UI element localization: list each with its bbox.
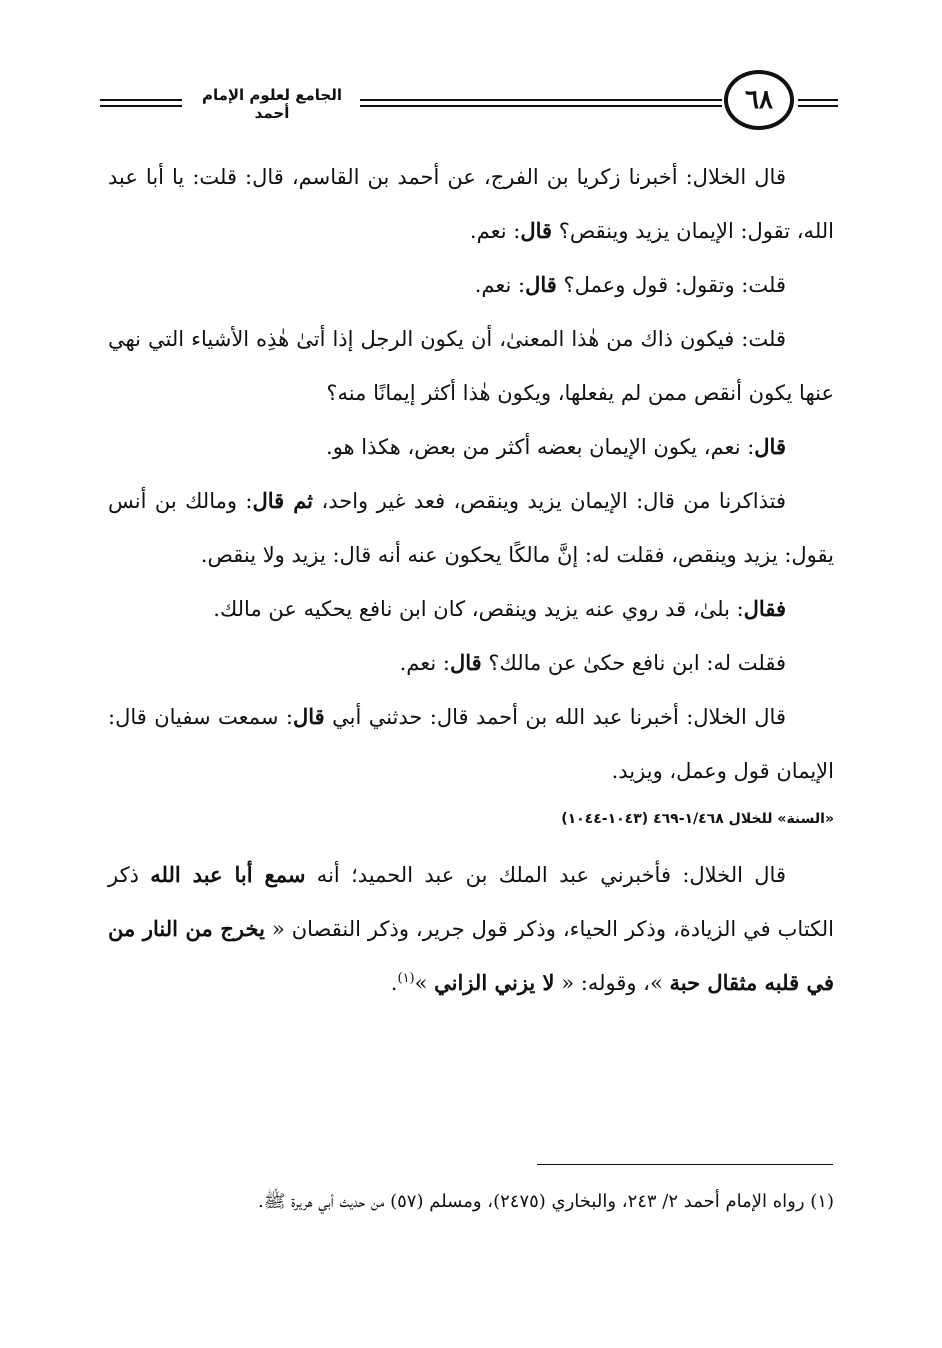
bold-phrase: قال [292, 704, 325, 729]
text-run: فتذاكرنا من قال: الإيمان يزيد وينقص، فعد غير واحد، [313, 489, 786, 513]
bold-phrase: قال [520, 218, 553, 243]
footnote-marker: (١) [397, 971, 415, 986]
paragraph [108, 474, 834, 582]
text-run: قال الخلال: فأخبرني عبد الملك بن عبد الحميد؛ أنه [305, 863, 786, 887]
bold-phrase: ثم قال [252, 488, 314, 513]
text-run: قلت: فيكون ذاك من هٰذا المعنىٰ، أن يكون الرجل إذا أتىٰ هٰذِه الأشياء التي نهي عنها يكون أنقص ممن لم يفعلها، ويكون هٰذا أكثر إيمانًا منه؟ [108, 327, 834, 405]
footnote-divider [537, 1164, 833, 1165]
bold-phrase: يخرج من النار من في قلبه مثقال حبة [108, 916, 834, 995]
main-text [108, 150, 834, 1010]
header-rule-middle [360, 99, 722, 107]
text-run: » [414, 971, 435, 995]
paragraph [108, 150, 834, 258]
text-run: »، وقوله: « [554, 971, 670, 995]
page-number: ٦٨ [724, 70, 794, 130]
bold-phrase: لا يزني الزاني [434, 970, 555, 995]
paragraph [108, 848, 834, 1010]
text-run: فقلت له: ابن نافع حكىٰ عن مالك؟ [481, 651, 786, 675]
text-run: قلت: وتقول: قول وعمل؟ [556, 273, 786, 297]
text-run: : بلىٰ، قد روي عنه يزيد وينقص، كان ابن نافع يحكيه عن مالك. [213, 597, 744, 621]
paragraph [108, 258, 834, 312]
bold-phrase: قال [525, 272, 557, 297]
bold-phrase: سمع أبا عبد الله [150, 862, 306, 887]
text-run: قال الخلال: أخبرنا عبد الله بن أحمد قال: حدثني أبي [324, 705, 786, 729]
bold-phrase: فقال [743, 596, 786, 621]
page-header [100, 70, 838, 130]
source-citation: «السنة» للخلال ١/٤٦٨-٤٦٩ (١٠٤٣-١٠٤٤) [561, 811, 834, 827]
text-run: : نعم. [474, 273, 526, 297]
running-title: الجامع لعلوم الإمام أحمد [201, 86, 343, 122]
paragraph [108, 690, 834, 798]
header-rule-right [798, 99, 838, 107]
paragraph [108, 636, 834, 690]
text-run: قال الخلال: أخبرنا زكريا بن الفرج، عن أحمد بن القاسم، قال: قلت: يا أبا عبد الله، تقول: الإيمان يزيد وينقص؟ [108, 165, 834, 243]
footnote: (١) رواه الإمام أحمد ٢/ ٢٤٣، والبخاري (٢٤٧٥)، ومسلم (٥٧) من حديث أبي هريرة ﷺ. [258, 1191, 834, 1212]
text-run: . [390, 971, 398, 995]
header-rule-left [100, 99, 182, 107]
text-run: ذكر الكتاب في الزيادة، وذكر الحياء، وذكر قول جرير، وذكر النقصان « [108, 863, 834, 941]
paragraph [108, 420, 834, 474]
text-run: : نعم. [399, 651, 450, 675]
bold-phrase: قال [449, 650, 482, 675]
text-run: : ومالك بن أنس يقول: يزيد وينقص، فقلت له: إنَّ مالكًا يحكون عنه أنه قال: يزيد ولا ينقص. [108, 489, 834, 567]
text-run: : نعم. [469, 219, 521, 243]
paragraph [108, 312, 834, 420]
text-run: : نعم، يكون الإيمان بعضه أكثر من بعض، هكذا هو. [326, 435, 755, 459]
bold-phrase: قال [754, 434, 786, 459]
text-run: : سمعت سفيان قال: الإيمان قول وعمل، ويزيد. [108, 705, 834, 783]
paragraph [108, 582, 834, 636]
